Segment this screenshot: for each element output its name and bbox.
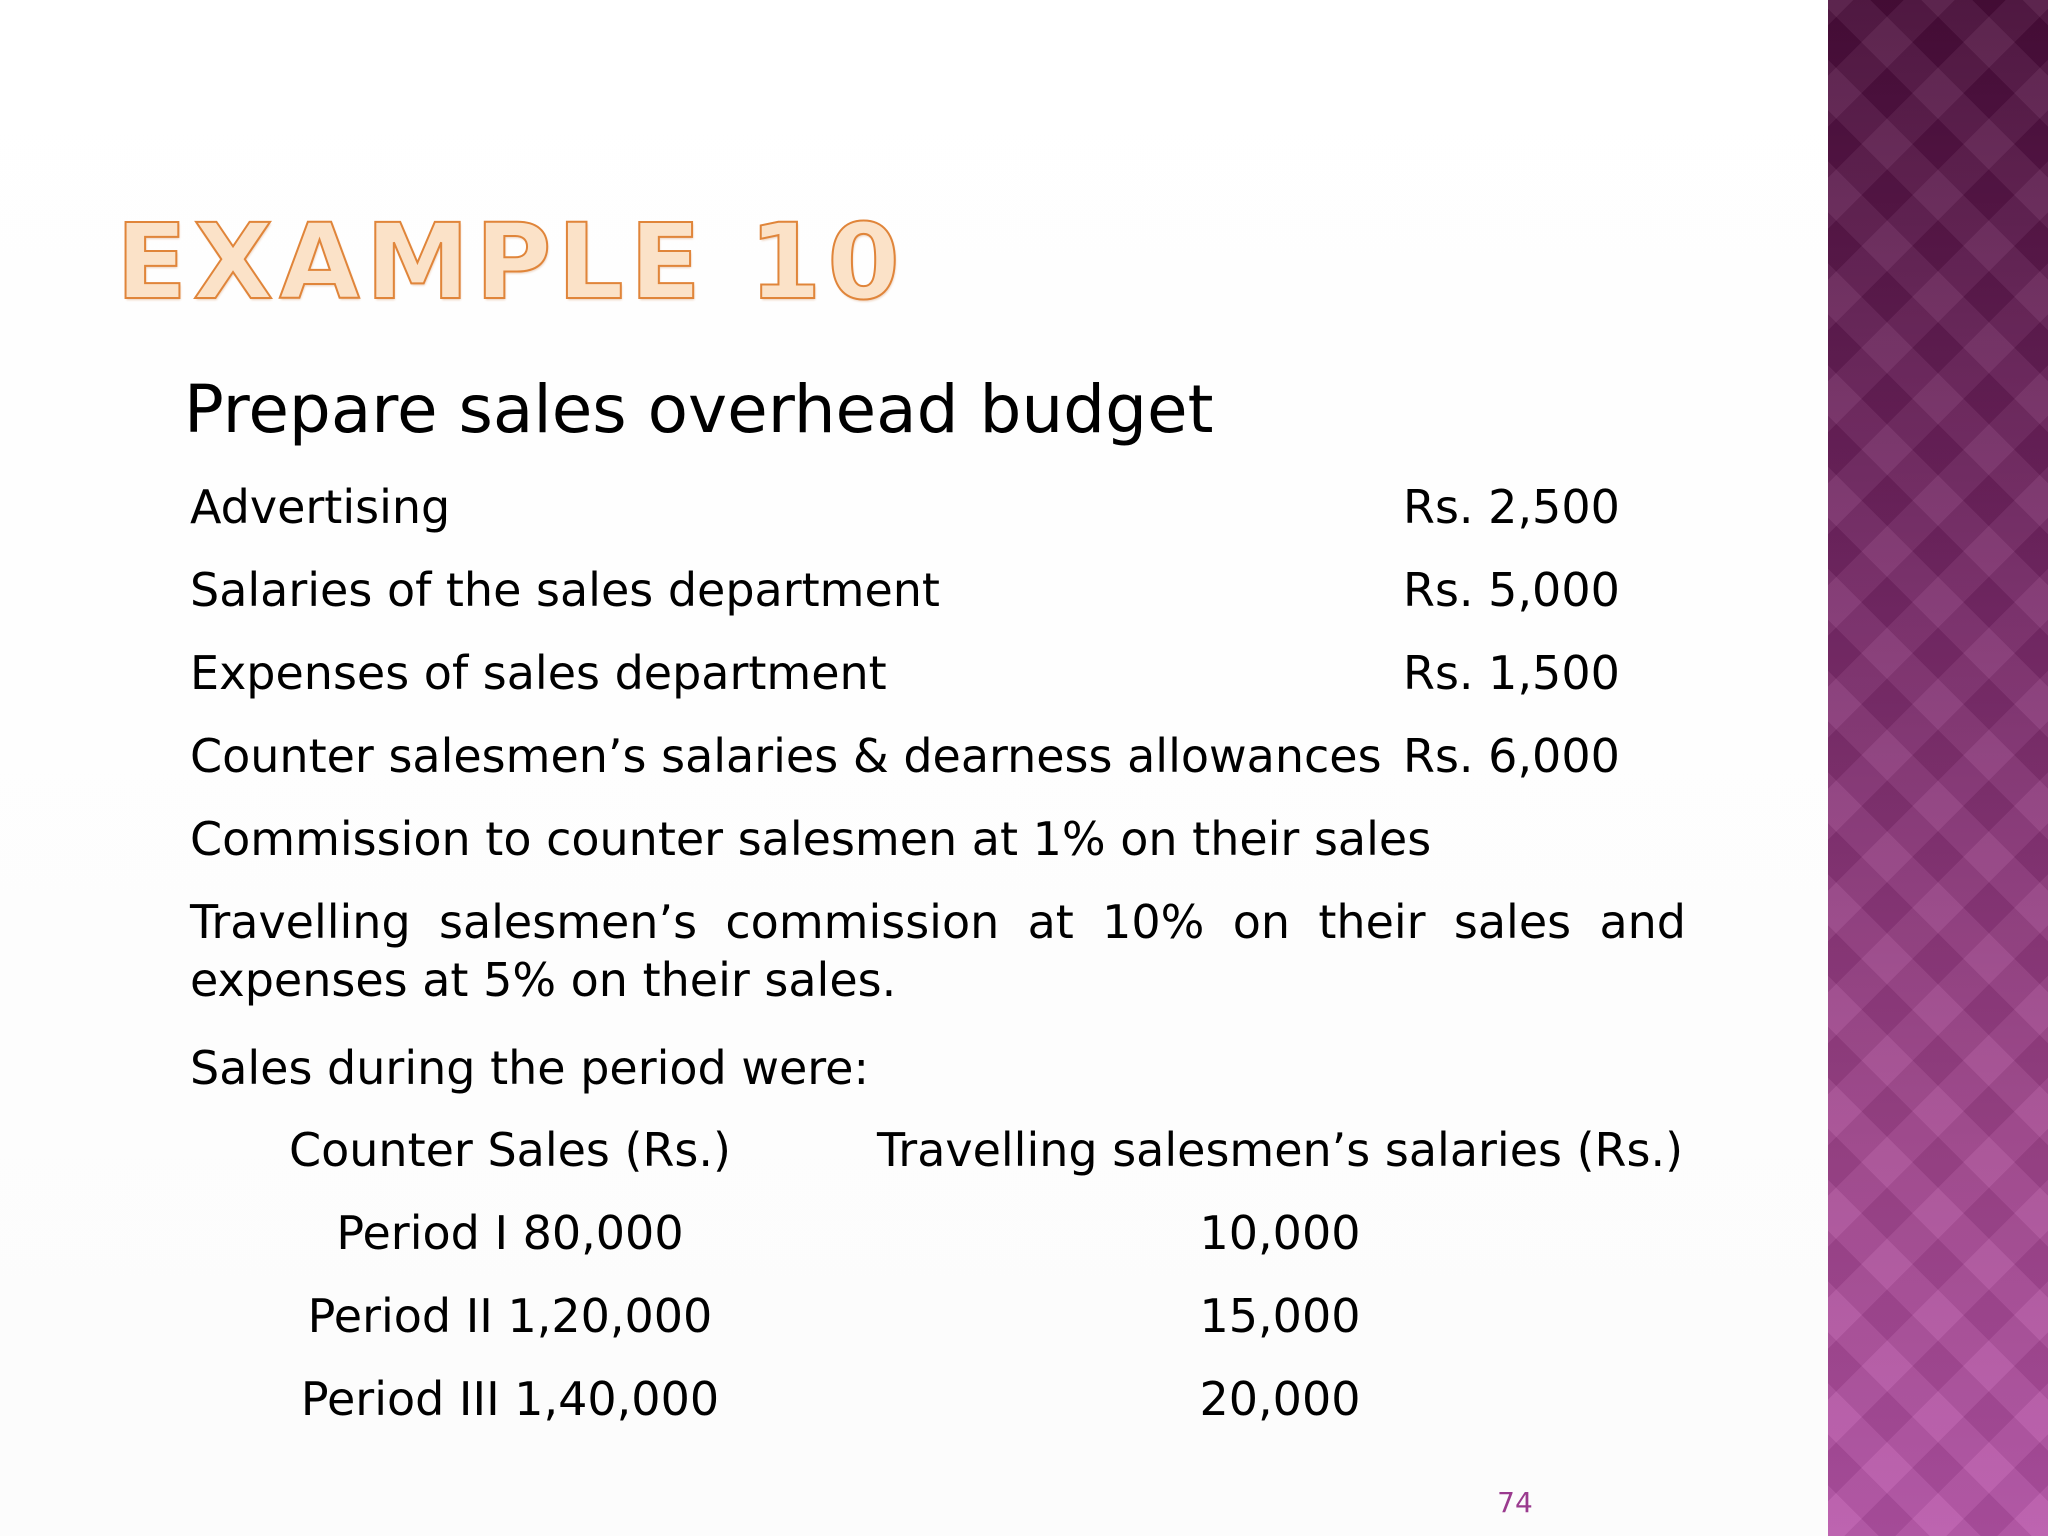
overhead-label: Counter salesmen’s salaries & dearness allowances [190,729,1382,783]
table-cell-period-3: Period III 1,40,000 [300,1372,720,1426]
overhead-amount: Rs. 2,500 [1403,480,1620,534]
table-cell-period-1: Period I 80,000 [336,1206,684,1260]
slide-title: EXAMPLE 10 [116,201,906,323]
decorative-sidebar [1828,0,2048,1536]
sales-intro: Sales during the period were: [190,1041,869,1095]
table-cell-period-3-salary: 20,000 [1199,1372,1361,1426]
overhead-amount: Rs. 6,000 [1403,729,1620,783]
overhead-label: Expenses of sales department [190,646,887,700]
table-header-travelling-salaries: Travelling salesmen’s salaries (Rs.) [876,1123,1684,1177]
commission-line: Commission to counter salesmen at 1% on their sales [190,812,1432,866]
table-cell-period-2: Period II 1,20,000 [307,1289,713,1343]
page-number: 74 [1497,1486,1533,1519]
overhead-label: Salaries of the sales department [190,563,940,617]
slide-heading: Prepare sales overhead budget [184,371,1214,448]
travelling-paragraph: Travelling salesmen’s commission at 10% on their sales and expenses at 5% on their sales. [190,895,1686,1007]
table-cell-period-1-salary: 10,000 [1199,1206,1361,1260]
table-cell-period-2-salary: 15,000 [1199,1289,1361,1343]
table-header-counter-sales: Counter Sales (Rs.) [289,1123,731,1177]
overhead-label: Advertising [190,480,451,534]
overhead-amount: Rs. 5,000 [1403,563,1620,617]
overhead-amount: Rs. 1,500 [1403,646,1620,700]
